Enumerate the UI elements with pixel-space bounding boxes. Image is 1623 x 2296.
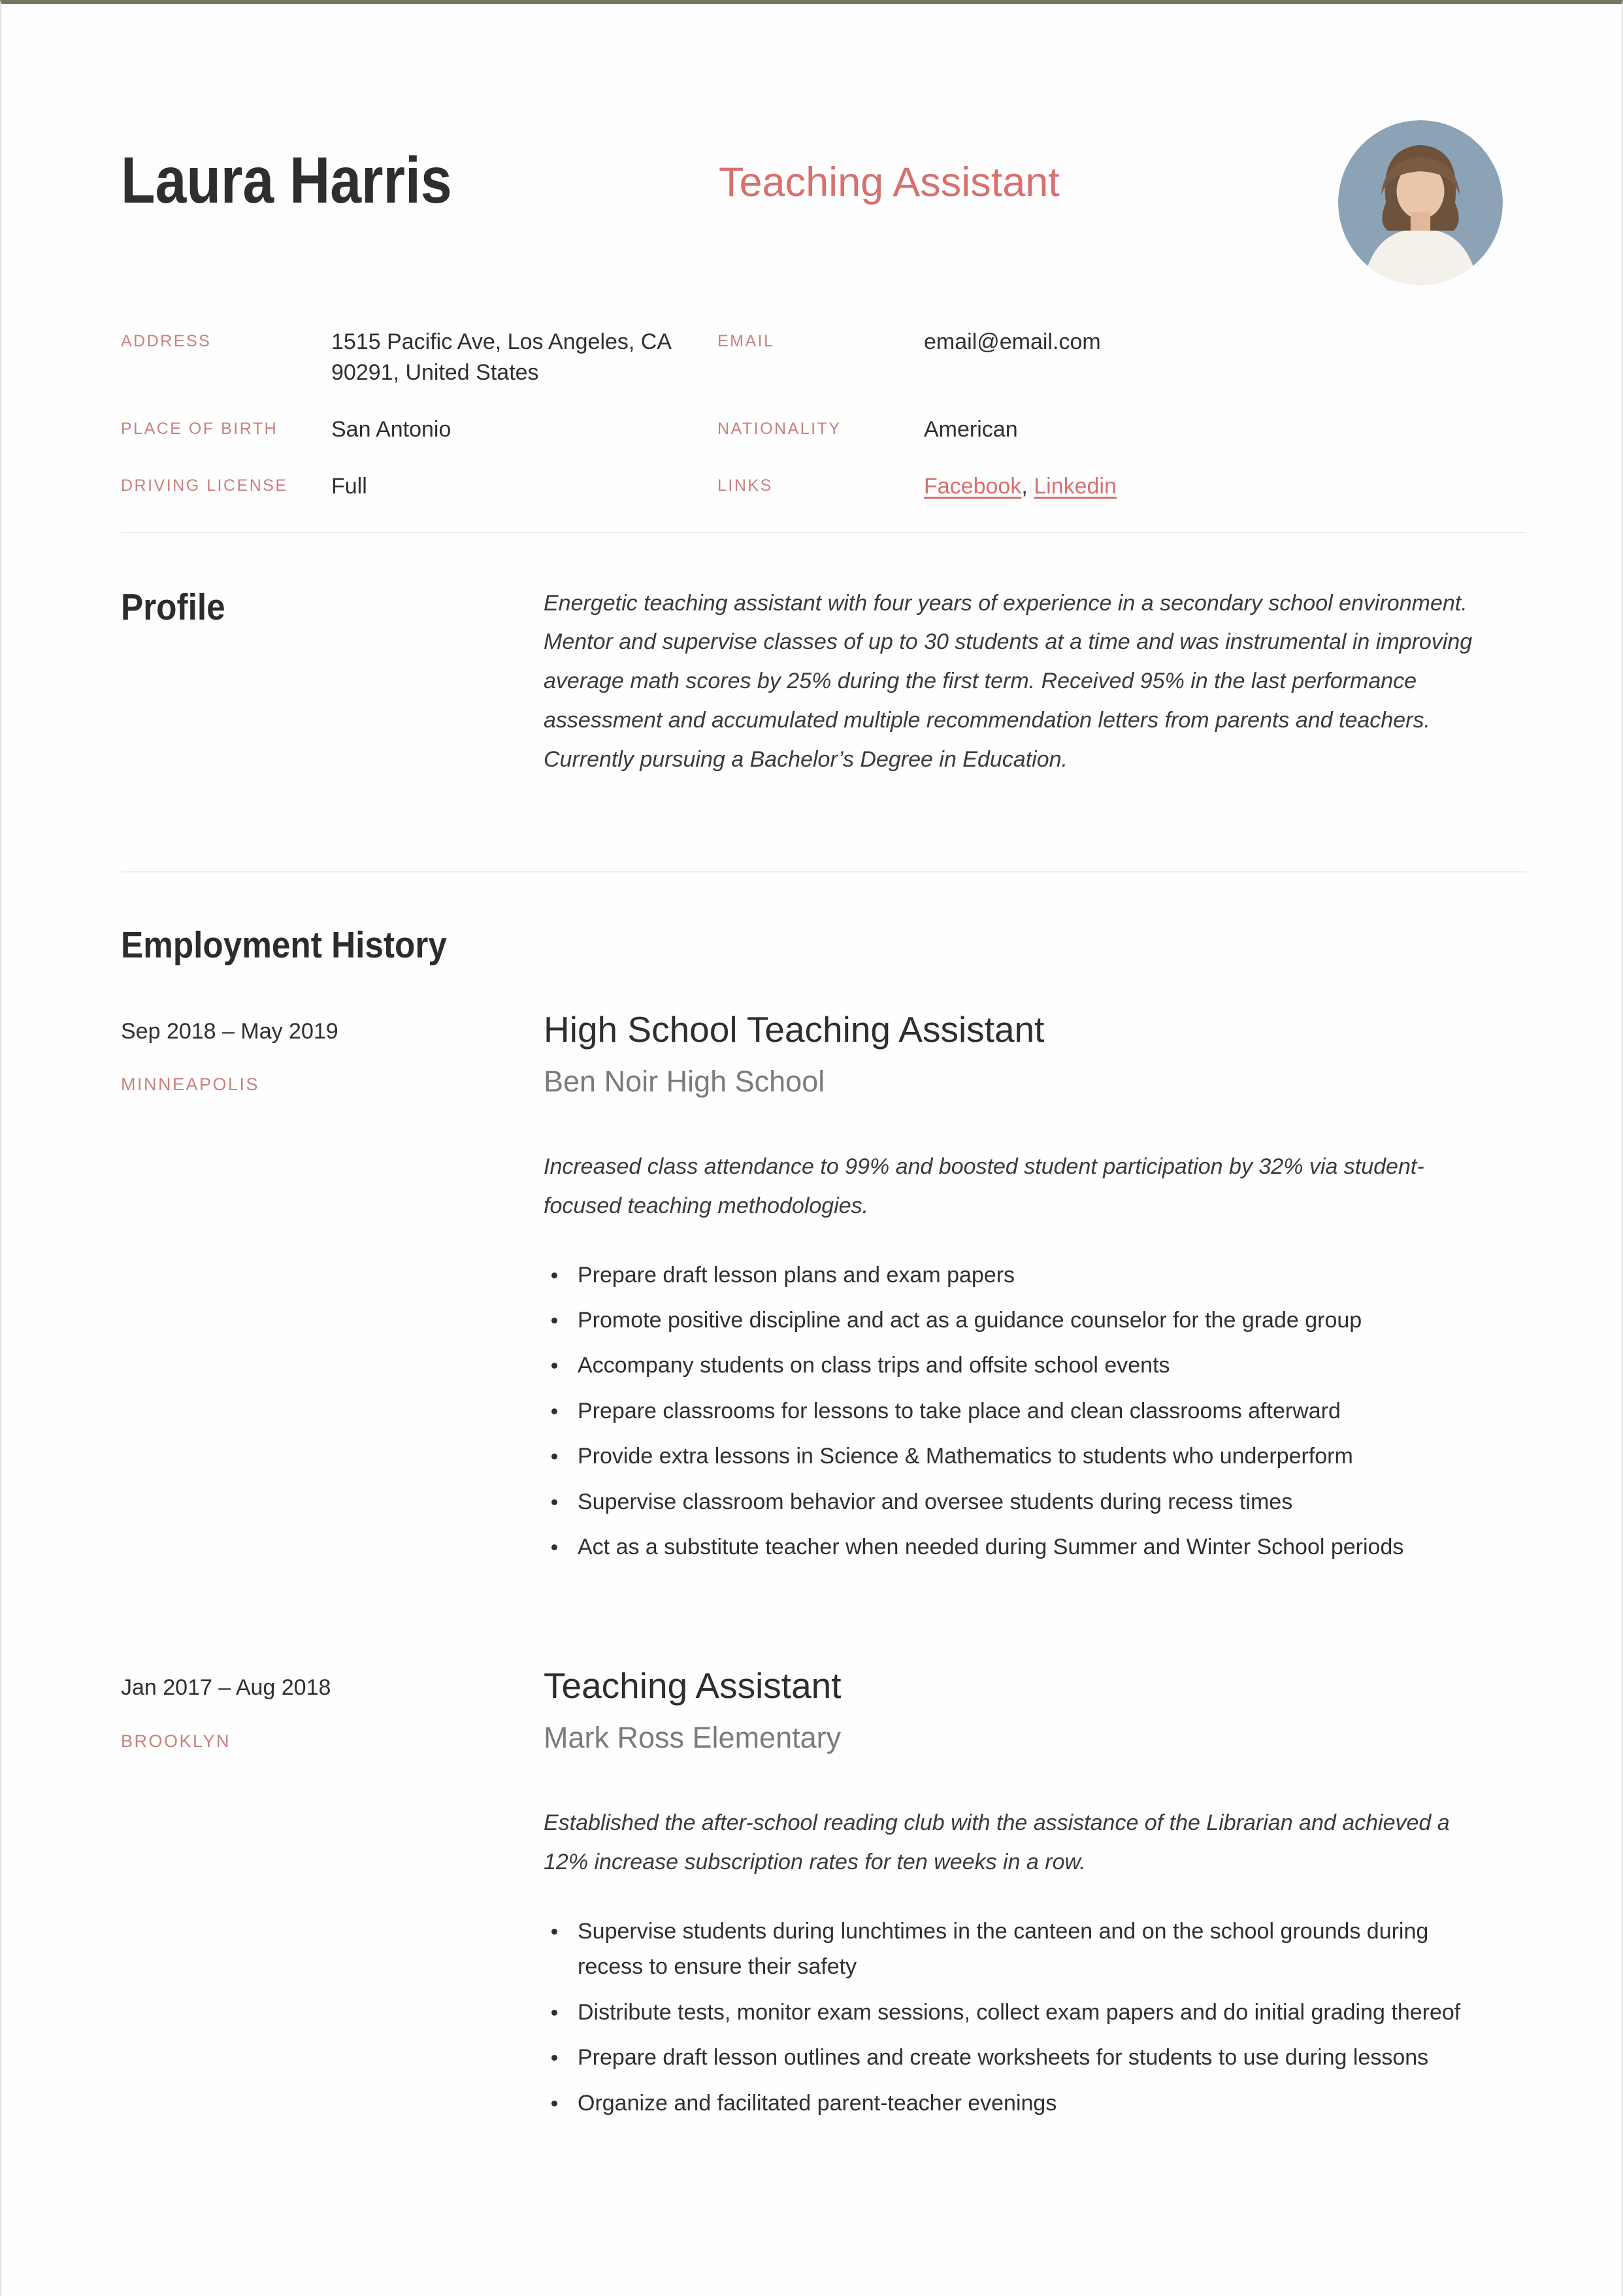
- job-title: Teaching Assistant: [544, 1665, 842, 1706]
- job-location: MINNEAPOLIS: [121, 1074, 260, 1095]
- link-linkedin[interactable]: Linkedin: [1034, 473, 1117, 499]
- job-details: [544, 1007, 1526, 1574]
- jobs: [121, 1007, 1526, 2131]
- resume-header: [121, 141, 1526, 222]
- bullet-item: Supervise students during lunchtimes in the canteen and on the school grounds during recess to ensure their safety: [544, 1914, 1496, 1985]
- bullet-item: Prepare draft lesson outlines and create worksheets for students to use during lessons: [544, 2040, 1496, 2075]
- profile-heading: Profile: [121, 586, 225, 628]
- bullet-item: Distribute tests, monitor exam sessions, collect exam papers and do initial grading thereof: [544, 1995, 1496, 2030]
- contact-label: LINKS: [717, 476, 773, 495]
- job-company: Mark Ross Elementary: [544, 1720, 842, 1754]
- contact-value: 1515 Pacific Ave, Los Angeles, CA 90291, United States: [331, 329, 671, 385]
- job-details: [544, 1663, 1526, 2131]
- job-company: Ben Noir High School: [544, 1064, 825, 1098]
- profile-photo-illustration: [1338, 120, 1503, 285]
- job-dates: Jan 2017 – Aug 2018: [121, 1675, 331, 1701]
- contact-label: NATIONALITY: [717, 419, 842, 438]
- link-facebook[interactable]: Facebook: [924, 473, 1022, 499]
- contact-grid: [121, 327, 1526, 502]
- candidate-job-title: Teaching Assistant: [719, 159, 1060, 205]
- bullet-item: Provide extra lessons in Science & Mathematics to students who underperform: [544, 1439, 1496, 1474]
- job-entry: [121, 1663, 1526, 2131]
- contact-value: email@email.com: [924, 329, 1101, 354]
- job-dates: Sep 2018 – May 2019: [121, 1019, 338, 1044]
- job-entry: [121, 1007, 1526, 1574]
- bullet-item: Promote positive discipline and act as a guidance counselor for the grade group: [544, 1303, 1496, 1338]
- contact-label: DRIVING LICENSE: [121, 476, 288, 495]
- bullet-item: Supervise classroom behavior and oversee students during recess times: [544, 1484, 1496, 1520]
- job-bullets: [544, 1257, 1496, 1565]
- section-divider: [121, 871, 1526, 873]
- profile-photo: [1338, 120, 1503, 285]
- bullet-item: Act as a substitute teacher when needed during Summer and Winter School periods: [544, 1529, 1496, 1565]
- contact-label: EMAIL: [717, 332, 775, 350]
- job-location: BROOKLYN: [121, 1731, 231, 1751]
- profile-section: [121, 584, 1526, 780]
- job-meta: [121, 1663, 544, 2131]
- bullet-item: Prepare classrooms for lessons to take place and clean classrooms afterward: [544, 1393, 1496, 1429]
- candidate-name: Laura Harris: [121, 144, 452, 217]
- job-bullets: [544, 1914, 1496, 2121]
- bullet-item: Prepare draft lesson plans and exam papers: [544, 1257, 1496, 1293]
- contact-label: ADDRESS: [121, 332, 212, 350]
- job-title: High School Teaching Assistant: [544, 1009, 1045, 1050]
- section-divider: [121, 532, 1526, 533]
- profile-text: Energetic teaching assistant with four years of experience in a secondary school environment. Mentor and supervise classes of up to 30 students at a time and was instrumental in improving average math scores by 25% during the first term. Received 95% in the last performance assessment and accumulated multiple recommendation letters from parents and teachers. Currently pursuing a Bachelor’s Degree in Education.: [544, 590, 1473, 772]
- contact-value: San Antonio: [331, 416, 451, 442]
- bullet-item: Accompany students on class trips and offsite school events: [544, 1348, 1496, 1383]
- job-summary: Increased class attendance to 99% and boosted student participation by 32% via student-focused teaching methodologies.: [544, 1154, 1424, 1218]
- bullet-item: Organize and facilitated parent-teacher evenings: [544, 2086, 1496, 2121]
- job-summary: Established the after-school reading club with the assistance of the Librarian and achieved a 12% increase subscription rates for ten weeks in a row.: [544, 1810, 1450, 1875]
- contact-value: Full: [331, 473, 367, 499]
- contact-value: Facebook, Linkedin: [924, 473, 1117, 499]
- contact-label: PLACE OF BIRTH: [121, 419, 278, 438]
- employment-history-heading: Employment History: [121, 923, 447, 966]
- job-meta: [121, 1007, 544, 1574]
- contact-value: American: [924, 416, 1018, 442]
